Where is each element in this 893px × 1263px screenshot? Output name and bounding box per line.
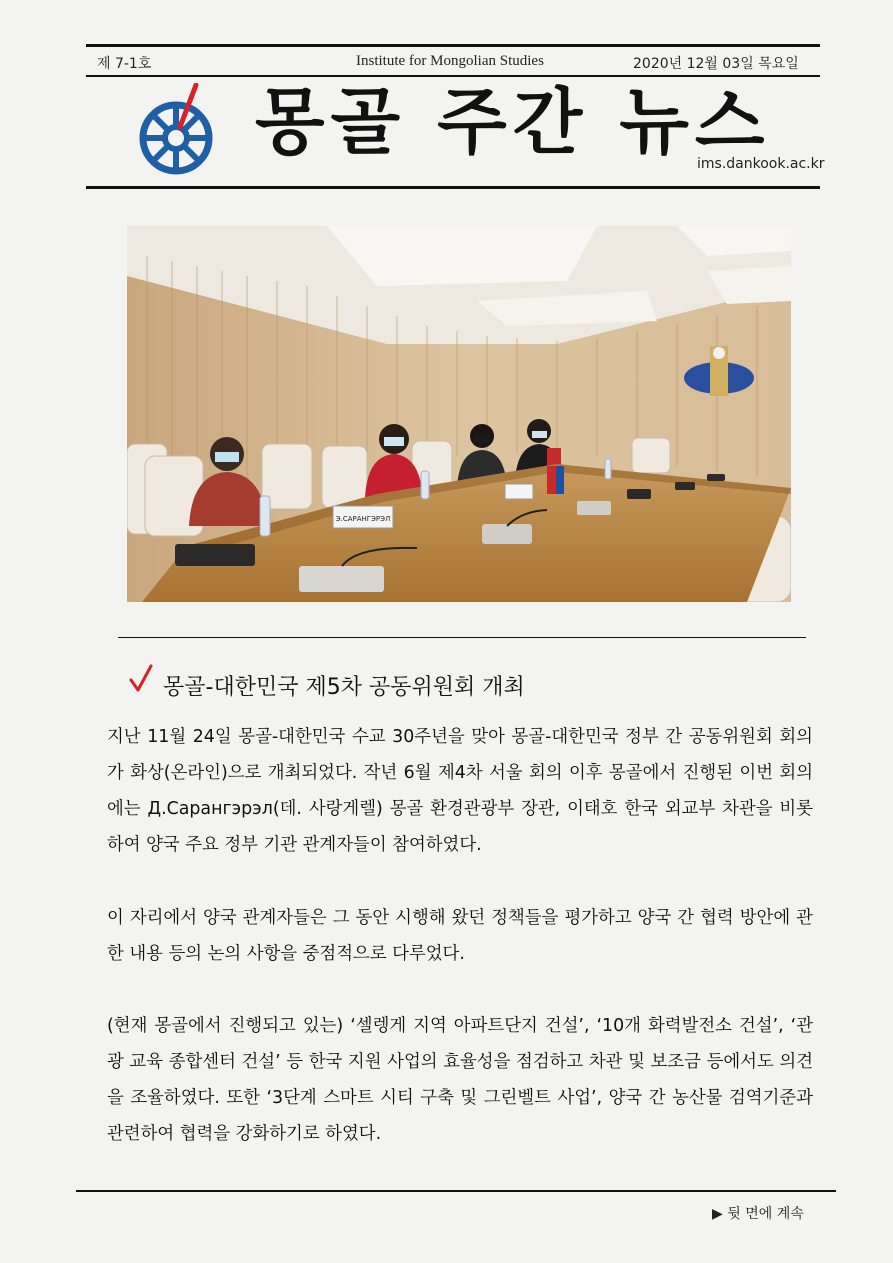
issue-date: 2020년 12월 03일 목요일 <box>633 56 799 72</box>
header-rule-mid <box>86 75 820 77</box>
article-paragraph: 이 자리에서 양국 관계자들은 그 동안 시행해 왔던 정책들을 평가하고 양국 간 협력 방안에 관한 내용 등의 논의 사항을 중점적으로 다루었다. <box>107 908 813 964</box>
issue-number: 제 7-1호 <box>97 56 152 72</box>
article-headline: 몽골-대한민국 제5차 공동위원회 개최 <box>163 675 525 700</box>
website-url: ims.dankook.ac.kr <box>697 156 825 172</box>
section-divider <box>118 637 806 638</box>
institute-logo-icon <box>138 83 218 178</box>
institute-name: Institute for Mongolian Studies <box>356 53 544 69</box>
masthead-rule <box>86 186 820 189</box>
article-paragraph: (현재 몽골에서 진행되고 있는) ‘셀렝게 지역 아파트단지 건설’, ‘10개 화력발전소 건설’, ‘관광 교육 종합센터 건설’ 등 한국 지원 사업의 효율성을 점검하고 차관 및 보조금 등에서도 의견을 조율하였다. 또한 ‘3단계 스마트 시티 구축 및 그린벨트 사업’, 양국 간 농산물 검역기준과 관련하여 협력을 강화하기로 하였다. <box>107 1016 813 1144</box>
article-paragraph: 지난 11월 24일 몽골-대한민국 수교 30주년을 맞아 몽골-대한민국 정부 간 공동위원회 회의가 화상(온라인)으로 개최되었다. 작년 6월 제4차 서울 회의 이후 몽골에서 진행된 이번 회의에는 Д.Сарангэрэл(데. 사랑게렐) 몽골 환경관광부 장관, 이태호 한국 외교부 차관을 비롯하여 양국 주요 정부 기관 관계자들이 참여하였다. <box>107 727 813 855</box>
footer-rule <box>76 1190 836 1192</box>
checkmark-icon <box>128 663 154 693</box>
nameplate-text: Э.САРАНГЭРЭЛ <box>335 515 391 523</box>
masthead-title: 몽골 주간 뉴스 <box>255 80 771 164</box>
continue-link[interactable]: ▶ 뒷 면에 계속 <box>712 1206 804 1222</box>
header-rule-top <box>86 44 820 47</box>
meeting-photo <box>127 226 791 602</box>
